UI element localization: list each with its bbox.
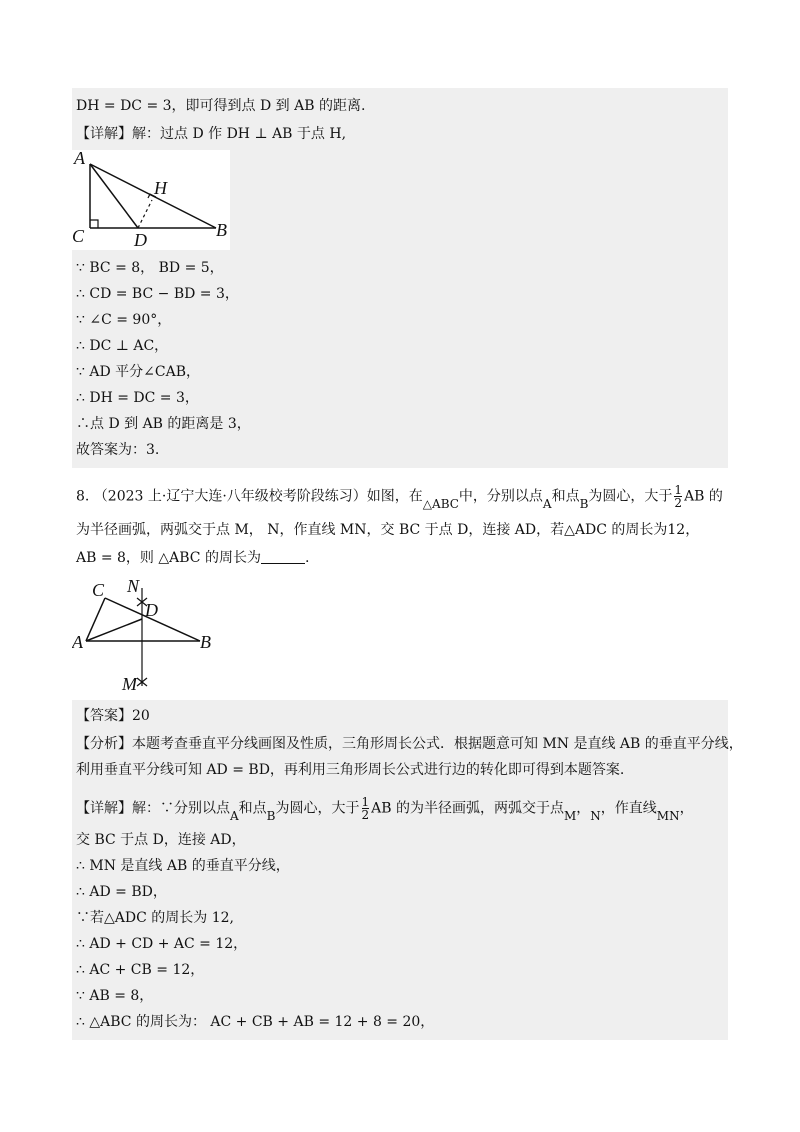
figure-perpendicular-bisector [72,578,222,696]
question-8-line-2: 为半径画弧，两弧交于点 M， N，作直线 MN，交 BC 于点 D，连接 AD，若△ADC 的周长为12， [76,522,700,538]
step-7: ∴点 D 到 AB 的距离是 3， [76,416,251,432]
detail-step-2: ∴ MN 是直线 AB 的垂直平分线， [76,858,290,874]
solution-line: DH = DC = 3，即可得到点 D 到 AB 的距离. [76,98,366,114]
step-2: ∴ CD = BC − BD = 3， [76,286,239,302]
label-D: D [145,600,158,620]
answer-line: 【答案】20 [76,708,150,724]
step-6: ∴ DH = DC = 3， [76,390,199,406]
label-M: M [122,674,137,694]
fraction-one-half: $\frac{1}{2}$ [361,795,370,822]
figure-right-triangle [72,150,230,250]
step-5: ∵ AD 平分∠CAB， [76,364,200,380]
detail-step-8: ∴ △ABC 的周长为： AC + CB + AB = 12 + 8 = 20， [76,1014,435,1030]
segment-AD [90,164,138,228]
right-angle-C [90,220,98,228]
answer-blank [261,549,305,564]
solution-block-1 [72,88,728,468]
question-8-line-3: AB = 8，则 △ABC 的周长为 . [76,550,310,566]
step-3: ∵ ∠C = 90°， [76,312,172,328]
step-4: ∴ DC ⊥ AC， [76,338,169,354]
step-1: ∵ BC = 8， BD = 5， [76,260,224,276]
label-B: B [216,220,227,240]
label-C: C [92,580,105,600]
final-answer: 故答案为：3. [76,442,160,458]
label-A: A [74,150,85,168]
detail-step-6: ∴ AC + CB = 12， [76,962,205,978]
detail-step-5: ∴ AD + CD + AC = 12， [76,936,248,952]
label-C: C [72,226,85,246]
label-B: B [200,632,211,652]
detail-step-4: ∵若△ADC 的周长为 12, [76,910,234,926]
analysis-line-2: 利用垂直平分线可知 AD = BD，再利用三角形周长公式进行边的转化即可得到本题答案. [76,762,625,778]
detail-step-1: 交 BC 于点 D，连接 AD， [76,832,246,848]
detail-step-7: ∵ AB = 8， [76,988,154,1004]
segment-DH [138,200,152,228]
label-H: H [154,178,167,198]
detail-heading: 【详解】解：过点 D 作 DH ⊥ AB 于点 H, [76,126,347,142]
label-D: D [134,230,147,250]
label-A: A [72,632,83,652]
question-8-line-1: 8. （2023 上·辽宁大连·八年级校考阶段练习）如图，在△ABC中，分别以点A和点B为圆心，大于 $\frac{1}{2}$ AB 的 [76,483,723,511]
fraction-one-half: $\frac{1}{2}$ [674,483,683,510]
detail-step-3: ∴ AD = BD， [76,884,167,900]
detail-line-1: 【详解】解：∵分别以点A和点B为圆心，大于 $\frac{1}{2}$ AB 的为半径画弧，两弧交于点M，N，作直线MN， [76,795,694,823]
label-N: N [127,578,140,596]
analysis-line-1: 【分析】本题考查垂直平分线画图及性质，三角形周长公式．根据题意可知 MN 是直线 AB 的垂直平分线， [76,736,743,752]
